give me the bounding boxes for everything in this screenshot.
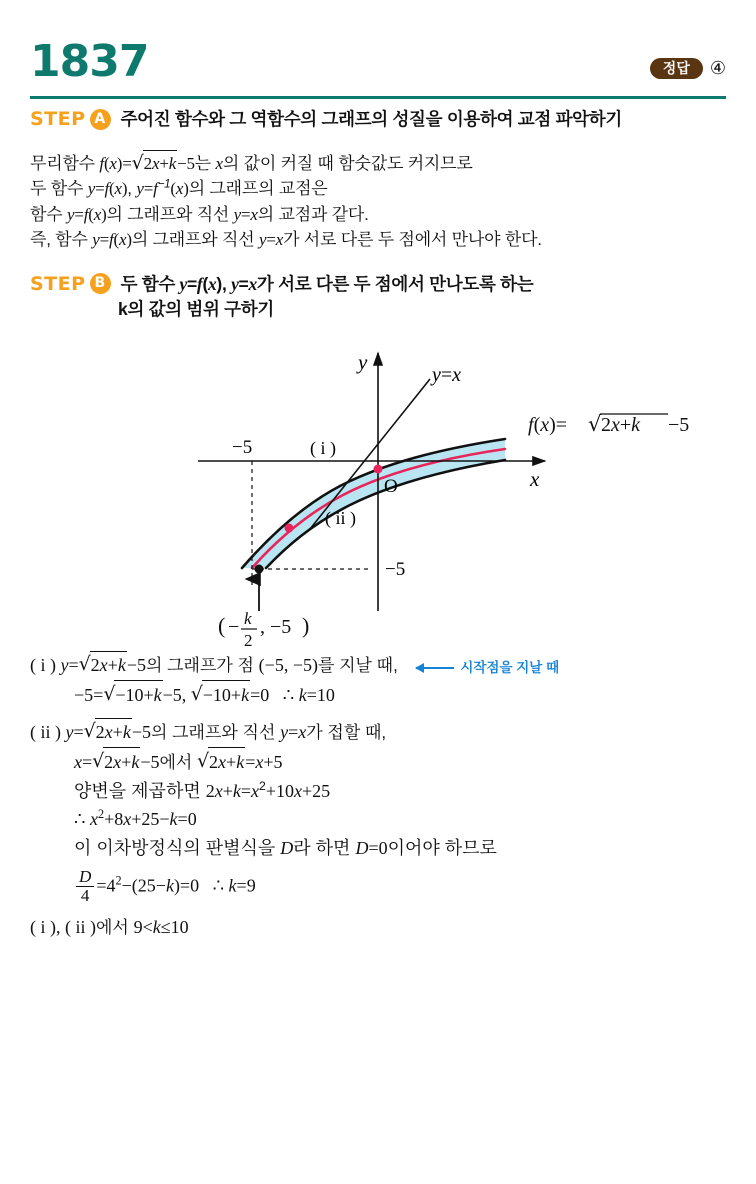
case-ii-marker: ( ii ) [30,721,61,742]
axis-x-label: x [530,467,540,492]
svg-text:k: k [244,609,252,629]
annotation-arrow-icon [416,667,454,669]
step-a-line-3: 함수 y=f(x)의 그래프와 직선 y=x의 교점과 같다. [30,204,369,224]
origin-label: O [384,476,398,498]
step-a-badge: A [90,109,111,130]
annotation-text: 시작점을 지날 때 [460,659,560,675]
step-a-title: 주어진 함수와 그 역함수의 그래프의 성질을 이용하여 교점 파악하기 [120,109,622,129]
header-divider [30,96,726,99]
fraction-d-over-4 [76,868,94,905]
svg-text:2: 2 [244,631,253,651]
page-title: 1837 [30,36,149,87]
step-b-label [30,273,111,295]
svg-text:−: − [228,616,240,639]
case-ii-calc-4: 이 이차방정식의 판별식을 D라 하면 D=0이어야 하므로 [74,838,497,859]
step-a-line-2: 두 함수 y=f(x), $y=f^{-1}(x)$의 그래프의 교점은 [30,178,328,199]
marker-label-i: ( i ) [310,438,336,459]
graph-figure [0,321,756,651]
step-b-title-line1: 두 함수 y=f(x), y=x가 서로 다른 두 점에서 만나도록 하는 [120,273,534,294]
start-point-black [255,565,264,574]
svg-text:(: ( [218,613,226,639]
page-header [0,0,756,86]
svg-text:, −5: , −5 [260,616,292,639]
svg-text:√: √ [588,412,602,437]
case-ii-line: ( ii ) y= √ 2x+k−5의 그래프와 직선 y=x가 접할 때, [30,718,756,747]
case-ii-calc-5: $\frac{D}{4}$ $=4^2-(25-k)=0$ ∴ k=9 [74,869,756,906]
point-coordinate-label [218,609,309,650]
step-b-row [30,273,756,297]
fraction-numerator: D [76,868,94,887]
step-b-text: STEP [30,272,86,295]
tick-label-minus5-x: −5 [232,437,253,459]
axis-y-label: y [358,350,368,375]
answer-value: ④ [709,58,726,79]
conclusion-line: ( i ), ( ii )에서 9<k≤10 [30,916,189,937]
case-ii-calc-2: 양변을 제곱하면 $2x+k=x^2+10x+25$ [74,778,331,801]
case-ii-calc-3: ∴ $x^2+8x+25-k=0$ [74,807,197,830]
step-a-text: STEP [30,108,86,130]
svg-text:f(x)=: f(x)= [528,414,568,437]
case-i-line: ( i ) y= √ 2x+k−5의 그래프가 점 (−5, −5)를 지날 때, 시작점을 지날 때 [30,651,756,680]
answer-block [650,58,726,79]
fraction-denominator: 4 [80,885,90,905]
answer-label: 정답 [650,58,703,79]
tangent-start-point [285,524,294,533]
step-a-line-1: 무리함수 f(x)= √ 2x+k−5는 x의 값이 커질 때 함숫값도 커지므로 [30,150,756,177]
line-label-y-equals-x: y=x [432,364,462,387]
annotation-start-point [416,658,559,679]
step-b-badge: B [90,273,111,294]
region-band [242,439,505,568]
marker-label-ii: ( ii ) [325,508,356,529]
case-i-calc: −5= √ −10+k−5, √ −10+k=0 ∴ k=10 [74,680,756,710]
svg-text:2x+k: 2x+k [601,414,641,437]
curve-label-f [528,412,689,436]
graph-svg [0,321,756,651]
svg-text:): ) [302,613,310,639]
case-i-marker: ( i ) [30,655,56,676]
step-a-line1-prefix: 무리함수 [30,153,100,173]
case-ii-calc-1: x= √ 2x+k−5에서 √ 2x+k=x+5 [74,747,756,777]
step-a-label [30,108,111,130]
tick-label-minus5-y: −5 [385,559,406,581]
step-a-line-4: 즉, 함수 y=f(x)의 그래프와 직선 y=x가 서로 다른 두 점에서 만나야 한다. [30,230,542,250]
intersection-point [374,465,383,474]
step-a-row [30,108,756,132]
svg-text:−5: −5 [668,414,690,437]
step-b-title-line2: k의 값의 범위 구하기 [118,299,274,320]
